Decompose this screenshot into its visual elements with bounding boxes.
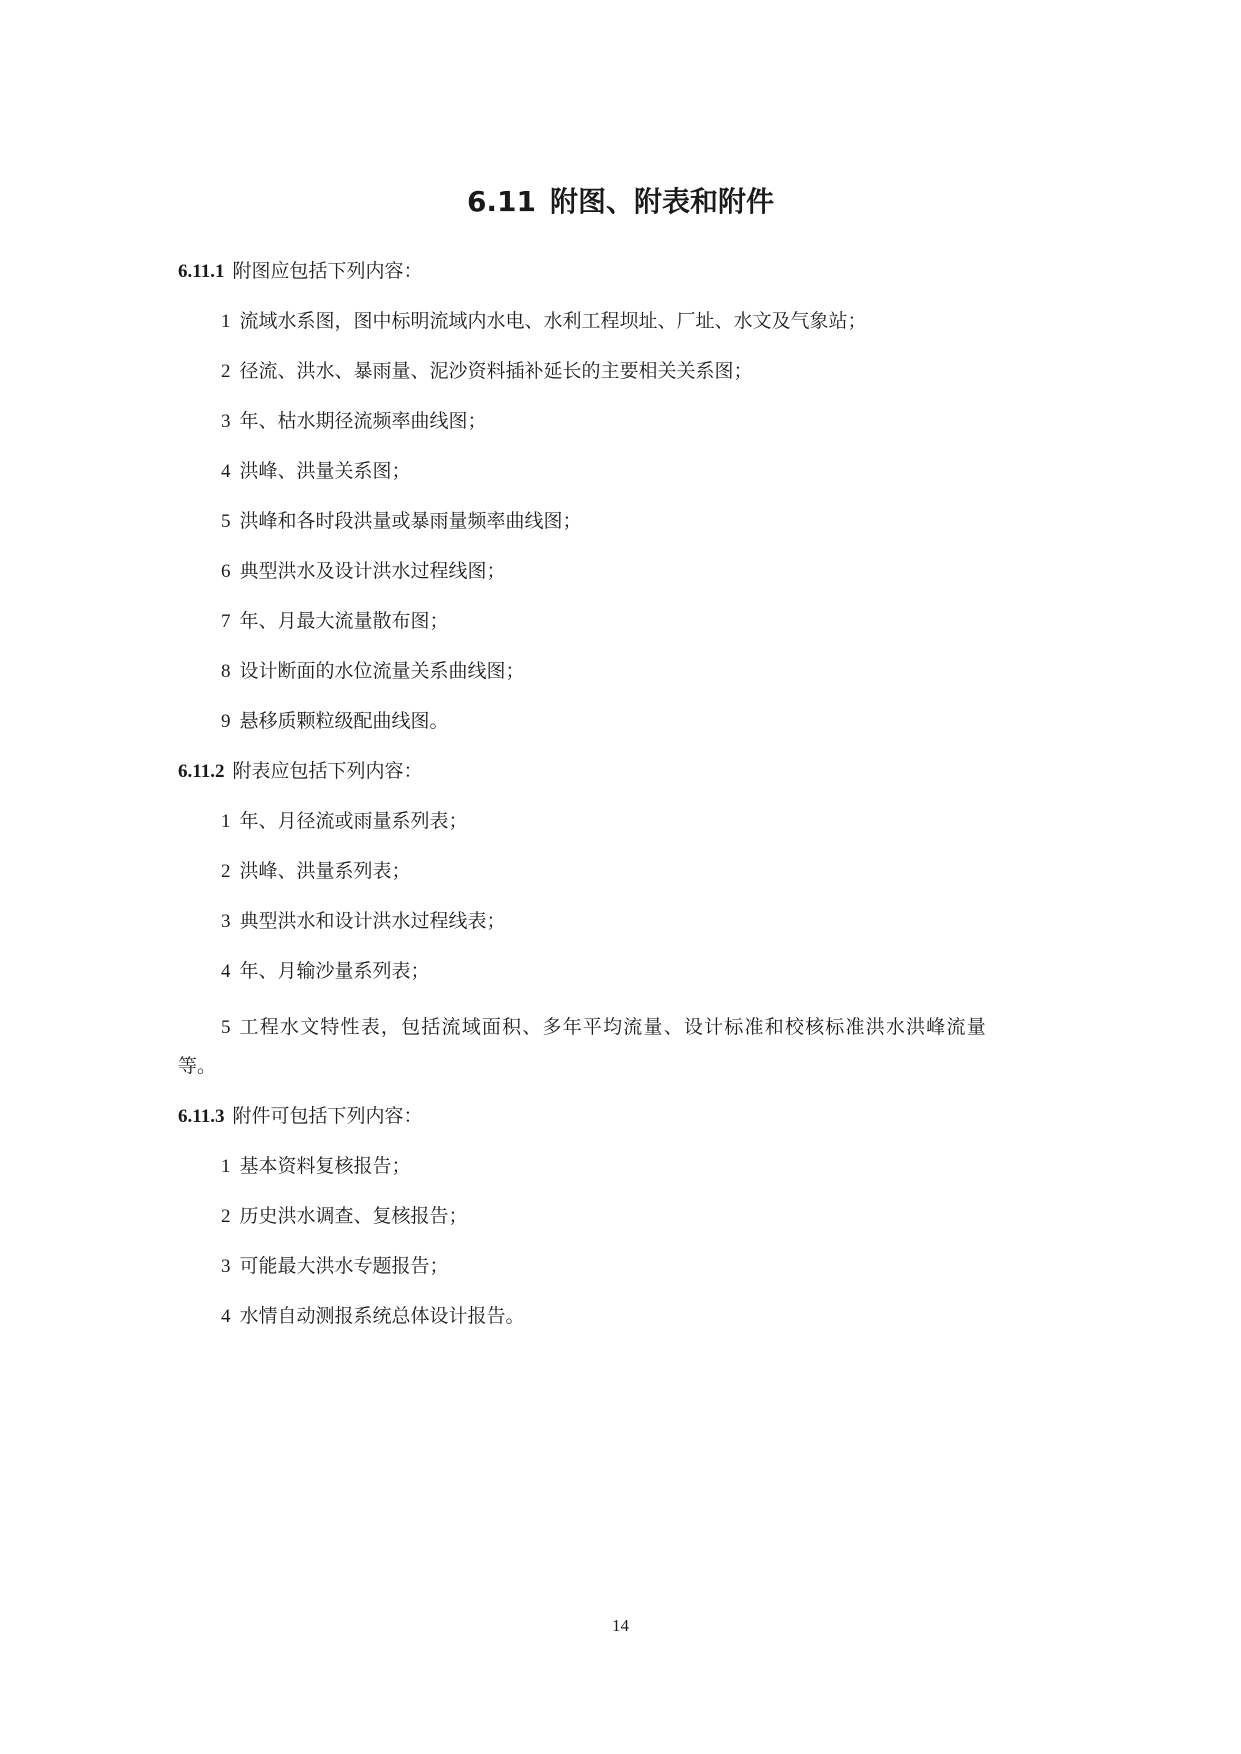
item-number: 2: [221, 861, 231, 882]
clause-text: 附表应包括下列内容：: [232, 760, 423, 782]
item-text: 可能最大洪水专题报告；: [239, 1255, 449, 1277]
list-item: [178, 1297, 1078, 1347]
clause-number: 6.11.1: [178, 261, 225, 282]
list-item: [178, 802, 1078, 852]
item-text: 径流、洪水、暴雨量、泥沙资料插补延长的主要相关关系图；: [239, 360, 753, 382]
list-item: [178, 1002, 1078, 1097]
item-number: 8: [221, 661, 231, 682]
item-number: 3: [221, 911, 231, 932]
list-item: [178, 852, 1078, 902]
list-item: [178, 952, 1078, 1002]
item-number: 1: [221, 1156, 231, 1177]
item-number: 1: [221, 811, 231, 832]
list-item: [178, 652, 1078, 702]
list-item: [178, 902, 1078, 952]
item-text: 年、月径流或雨量系列表；: [239, 810, 468, 832]
item-number: 1: [221, 311, 231, 332]
item-number: 2: [221, 361, 231, 382]
section-title-text: 附图、附表和附件: [550, 185, 775, 218]
list-item: [178, 1197, 1078, 1247]
item-text: 水情自动测报系统总体设计报告。: [239, 1305, 525, 1327]
list-item: [178, 352, 1078, 402]
list-item: [178, 502, 1078, 552]
item-number: 2: [221, 1206, 231, 1227]
list-item: [178, 1247, 1078, 1297]
section-number: 6.11: [466, 185, 537, 218]
item-text: 年、枯水期径流频率曲线图；: [239, 410, 487, 432]
clause-6-11-3: [178, 1097, 1078, 1147]
item-number: 4: [221, 961, 231, 982]
item-number: 5: [221, 511, 231, 532]
clause-text: 附件可包括下列内容：: [232, 1105, 423, 1127]
item-text-continuation: 等。: [178, 1055, 217, 1077]
clause-number: 6.11.2: [178, 761, 225, 782]
item-text: 洪峰、洪量关系图；: [239, 460, 411, 482]
item-number: 6: [221, 561, 231, 582]
item-number: 4: [221, 1306, 231, 1327]
list-item: [178, 402, 1078, 452]
item-text: 典型洪水及设计洪水过程线图；: [239, 560, 506, 582]
item-text: 基本资料复核报告；: [239, 1155, 411, 1177]
list-item: [178, 602, 1078, 652]
list-item: [178, 552, 1078, 602]
item-number: 7: [221, 611, 231, 632]
item-number: 3: [221, 1256, 231, 1277]
item-number: 3: [221, 411, 231, 432]
item-text: 历史洪水调查、复核报告；: [239, 1205, 468, 1227]
item-text: 典型洪水和设计洪水过程线表；: [239, 910, 506, 932]
list-item: [178, 702, 1078, 752]
item-text: 设计断面的水位流量关系曲线图；: [239, 660, 525, 682]
item-text: 工程水文特性表，包括流域面积、多年平均流量、设计标准和校核标准洪水洪峰流量: [239, 1016, 987, 1038]
item-text: 流域水系图，图中标明流域内水电、水利工程坝址、厂址、水文及气象站；: [239, 310, 867, 332]
list-item: [178, 302, 1078, 352]
item-number: 9: [221, 711, 231, 732]
clause-6-11-1: [178, 252, 1078, 302]
clause-number: 6.11.3: [178, 1106, 225, 1127]
clause-6-11-2: [178, 752, 1078, 802]
item-number: 5: [221, 1017, 231, 1038]
list-item: [178, 452, 1078, 502]
item-text: 悬移质颗粒级配曲线图。: [239, 710, 449, 732]
clause-text: 附图应包括下列内容：: [232, 260, 423, 282]
item-number: 4: [221, 461, 231, 482]
page-number: 14: [612, 1616, 629, 1635]
item-text: 年、月最大流量散布图；: [239, 610, 449, 632]
item-text: 洪峰、洪量系列表；: [239, 860, 411, 882]
list-item: [178, 1147, 1078, 1197]
item-text: 洪峰和各时段洪量或暴雨量频率曲线图；: [239, 510, 582, 532]
item-text: 年、月输沙量系列表；: [239, 960, 430, 982]
document-body: [178, 252, 1078, 1347]
page-title: [0, 182, 1241, 222]
